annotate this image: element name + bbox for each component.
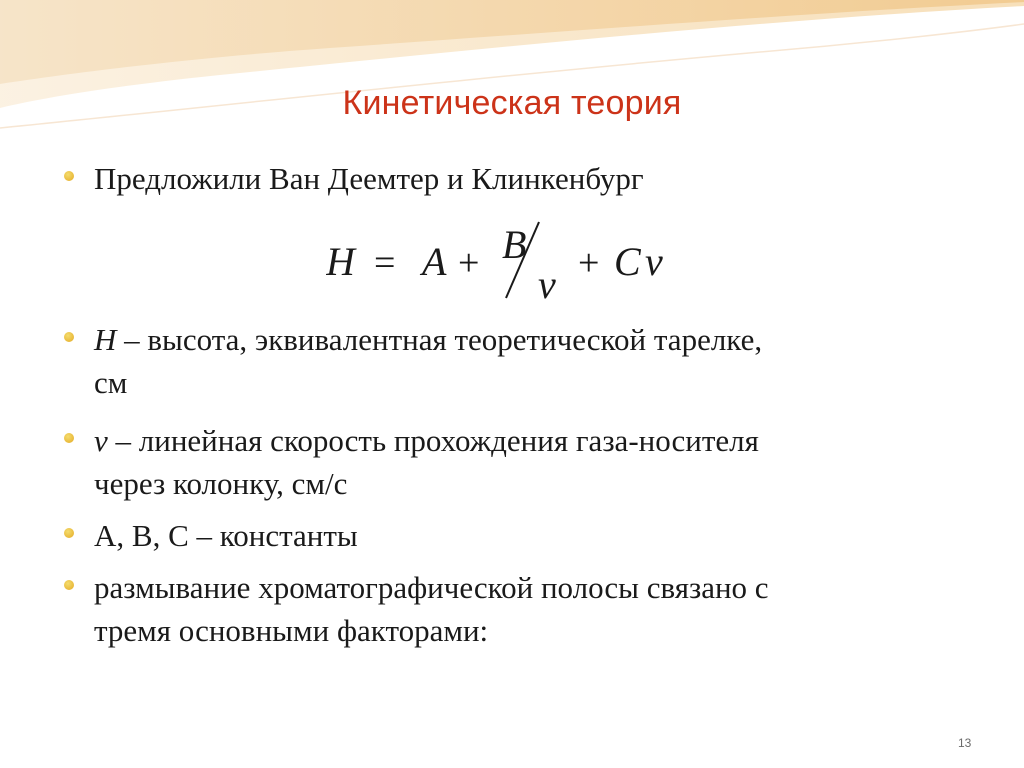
bullet-constants: [94, 514, 358, 557]
bullet-v-definition: [94, 419, 759, 505]
bullet-text: Предложили Ван Деемтер и Клинкенбург: [94, 161, 644, 196]
bullet-line1: – высота, эквивалентная теоретической тарелке,: [116, 322, 763, 357]
bullet-authors: [94, 157, 644, 200]
bullet-dot: [64, 580, 74, 590]
bullet-dot: [64, 332, 74, 342]
bullet-band-broadening: [94, 566, 769, 652]
formula-equals: =: [374, 242, 396, 284]
symbol-H: H: [94, 322, 117, 357]
bullet-H-definition: [94, 318, 762, 404]
page-number: 13: [958, 736, 972, 750]
formula-v: v: [645, 239, 663, 284]
formula-plus-2: +: [578, 242, 600, 284]
bullet-dot: [64, 528, 74, 538]
bullet-dot: [64, 171, 74, 181]
formula-A: A: [422, 239, 447, 284]
symbol-v: v: [94, 423, 108, 458]
formula-v-denominator: v: [538, 262, 556, 307]
formula-plus-1: +: [458, 242, 480, 284]
bullet-line1: – линейная скорость прохождения газа-носителя: [107, 423, 759, 458]
formula-C: C: [614, 239, 641, 284]
bullet-line2: см: [94, 365, 128, 400]
slide-title: Кинетическая теория: [342, 84, 682, 122]
bullet-dot: [64, 433, 74, 443]
formula-B: B: [502, 222, 527, 267]
bullet-line2: тремя основными факторами:: [94, 613, 489, 648]
van-deemter-formula: [326, 218, 686, 308]
bullet-text: А, В, С – константы: [94, 518, 358, 553]
bullet-line1: размывание хроматографической полосы связано с: [94, 570, 769, 605]
formula-H: H: [326, 239, 355, 284]
bullet-line2: через колонку, см/с: [94, 466, 348, 501]
